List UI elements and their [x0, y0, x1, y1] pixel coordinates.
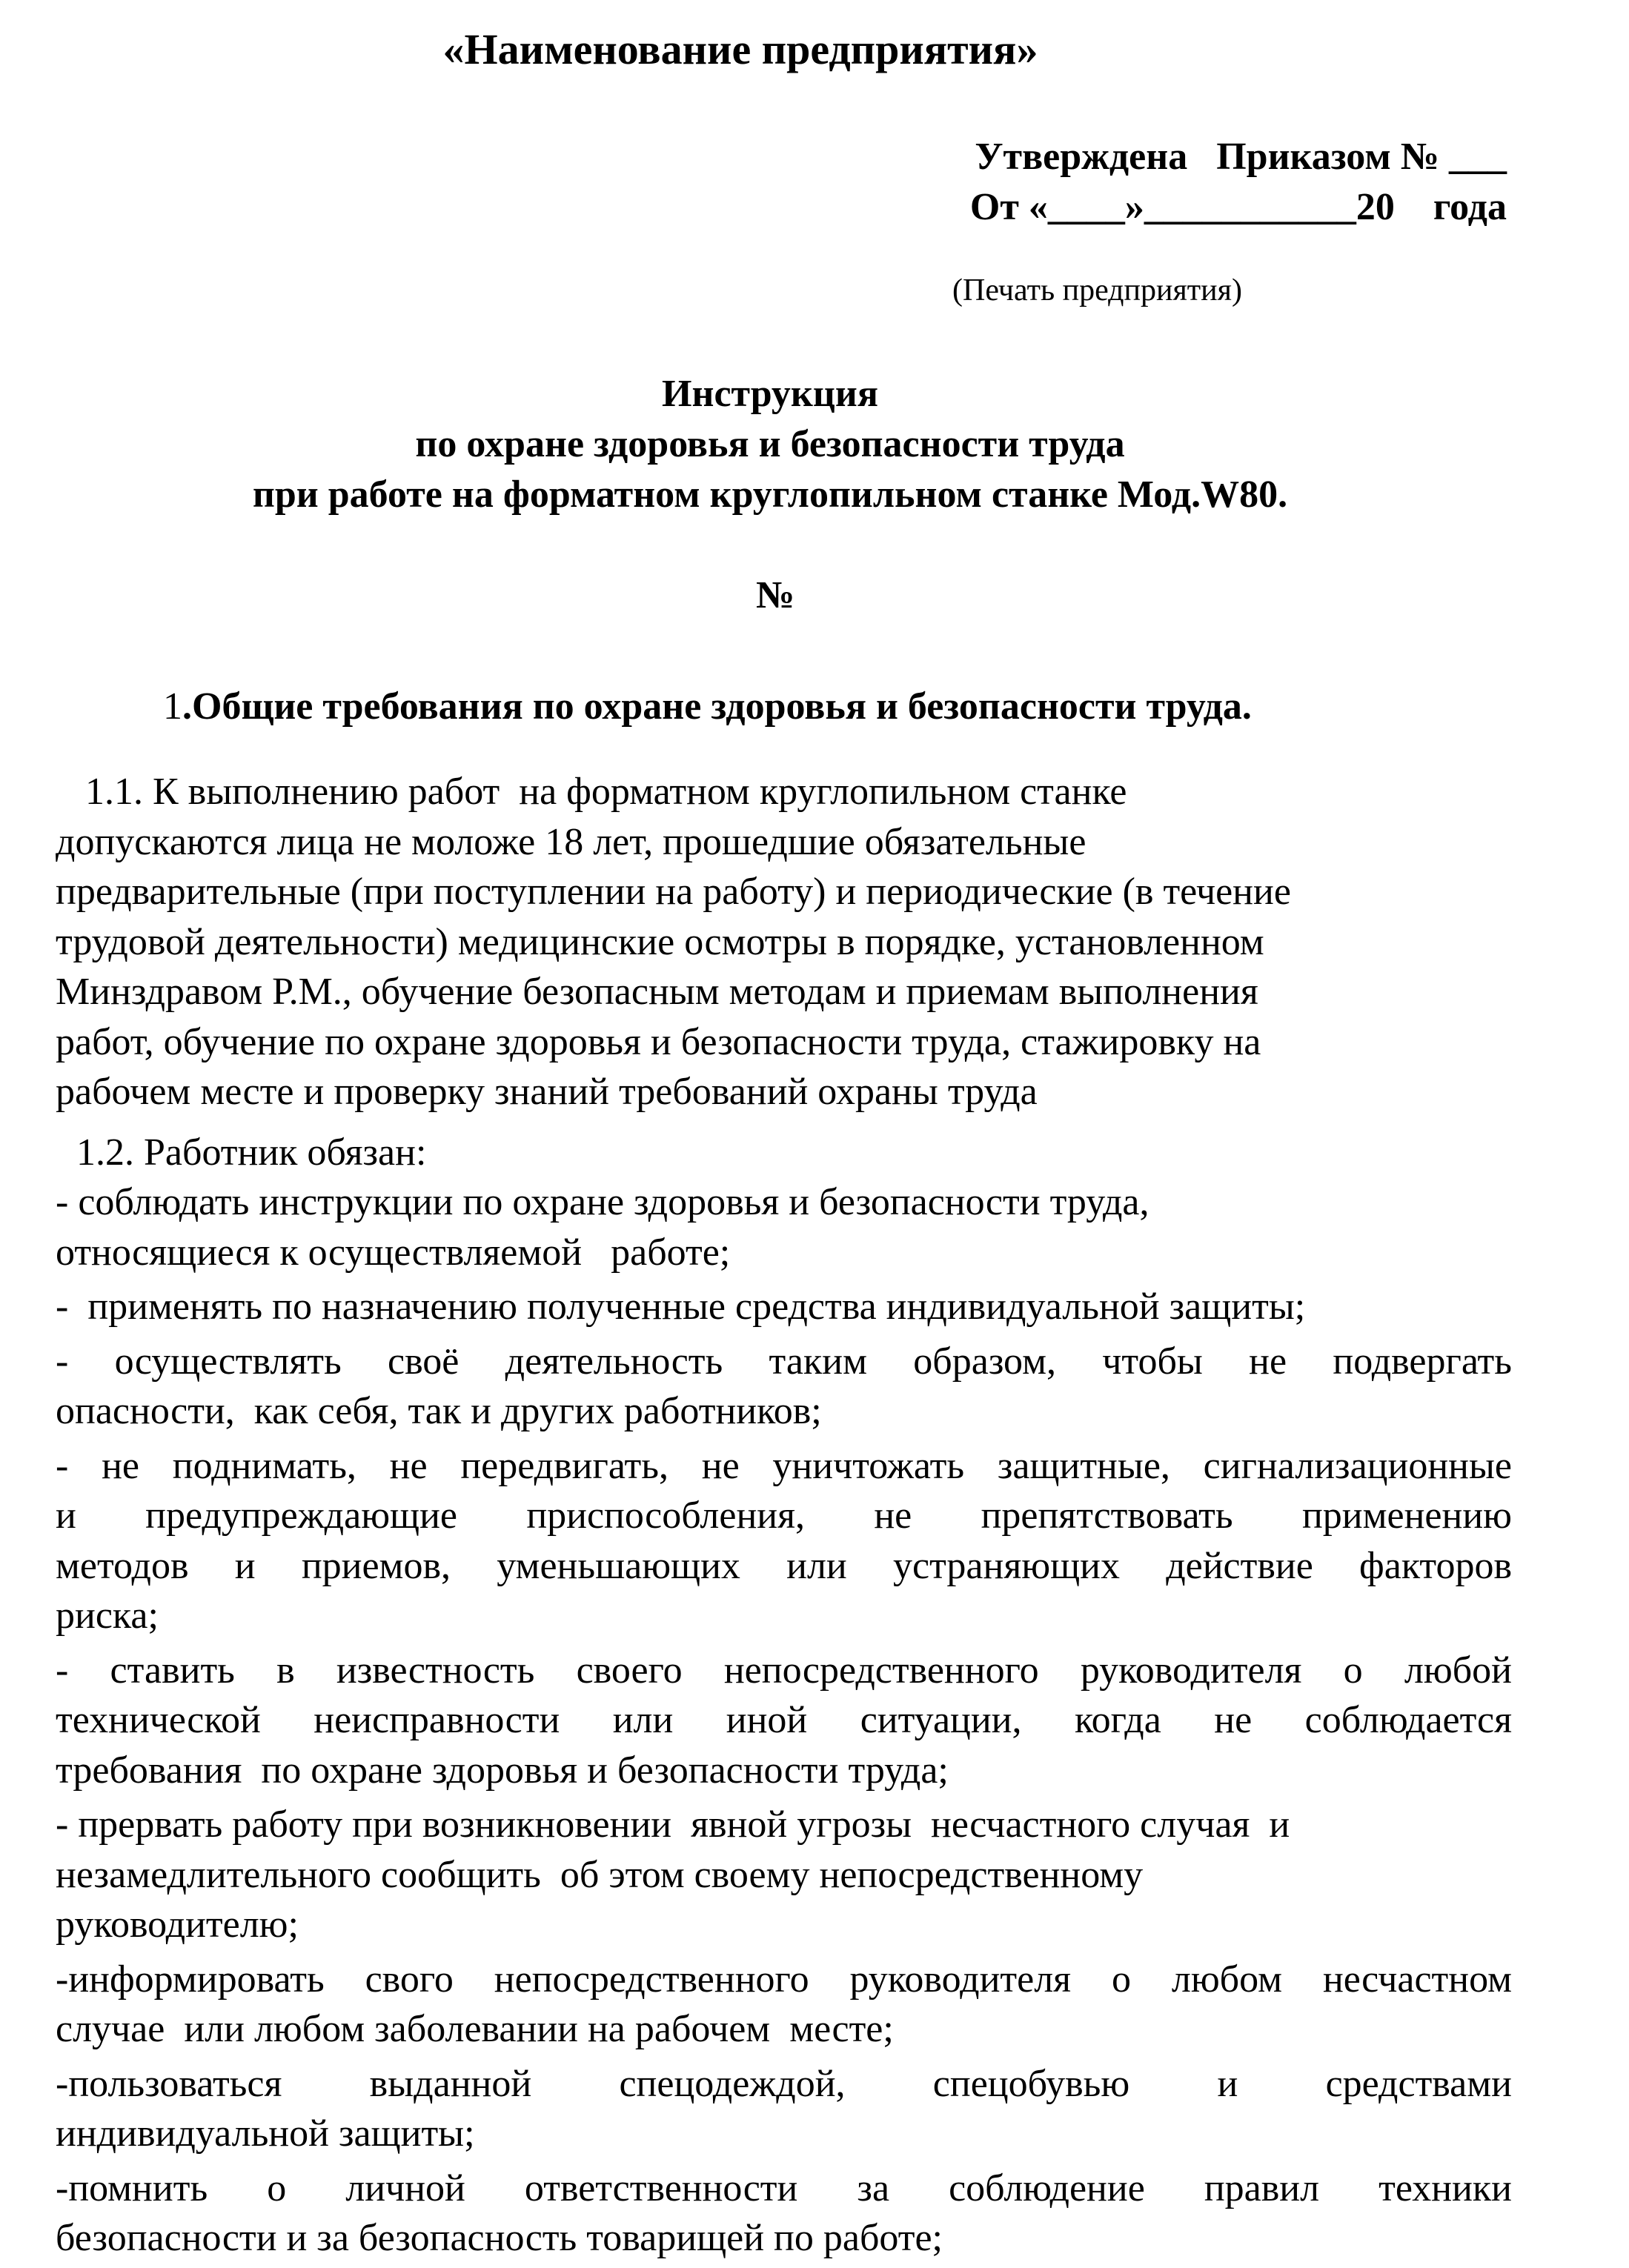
- list-item-line: - прервать работу при возникновении явной угрозы несчастного случая и: [56, 1803, 1290, 1846]
- list-item-line: - осуществлять своё деятельность таким образом, чтобы не подвергать: [56, 1340, 1512, 1383]
- title-line-3: при работе на форматном круглопильном станке Мод.W80.: [252, 473, 1288, 516]
- list-item-line: методов и приемов, уменьшающих или устраняющих действие факторов: [56, 1544, 1512, 1587]
- list-item-line: незамедлительного сообщить об этом своему непосредственному: [56, 1853, 1144, 1896]
- list-item: [56, 1955, 1512, 2055]
- list-item: [56, 2164, 1512, 2264]
- list-item-line: безопасности и за безопасность товарищей по работе;: [56, 2217, 943, 2259]
- list-item: [56, 2059, 1512, 2159]
- section-1-number: 1: [163, 685, 182, 728]
- list-item-line: - ставить в известность своего непосредственного руководителя о любой: [56, 1649, 1512, 1692]
- paragraph-1-1: [56, 767, 1512, 1117]
- document-number: №: [756, 574, 795, 616]
- list-item-line: и предупреждающие приспособления, не препятствовать применению: [56, 1494, 1512, 1537]
- list-item: [56, 1282, 1512, 1332]
- list-item-line: -помнить о личной ответственности за соблюдение правил техники: [56, 2166, 1512, 2209]
- list-item-line: индивидуальной защиты;: [56, 2112, 475, 2155]
- approval-block: [840, 132, 1507, 233]
- organization-name: «Наименование предприятия»: [442, 25, 1038, 73]
- stamp-placeholder: (Печать предприятия): [952, 273, 1242, 307]
- paragraph-line: рабочем месте и проверку знаний требований охраны труда: [56, 1071, 1038, 1113]
- title-line-2: по охране здоровья и безопасности труда: [415, 423, 1125, 465]
- paragraph-line: 1.1. К выполнению работ на форматном круглопильном станке: [85, 771, 1127, 813]
- paragraph-line: трудовой деятельности) медицинские осмотры в порядке, установленном: [56, 920, 1264, 963]
- list-item-line: требования по охране здоровья и безопасности труда;: [56, 1749, 949, 1792]
- section-1-heading: [163, 682, 1252, 732]
- list-item-line: - не поднимать, не передвигать, не уничтожать защитные, сигнализационные: [56, 1444, 1512, 1487]
- list-item-line: -информировать свого непосредственного руководителя о любом несчастном: [56, 1958, 1512, 2001]
- list-item: [56, 1646, 1512, 1796]
- section-1-title: .Общие требования по охране здоровья и безопасности труда.: [182, 685, 1252, 728]
- approval-date-line: От «____»___________20 года: [969, 186, 1507, 228]
- list-item: [56, 1441, 1512, 1641]
- list-item-line: -пользоваться выданной спецодеждой, спецобувью и средствами: [56, 2062, 1512, 2105]
- paragraph-line: Минздравом Р.М., обучение безопасным методам и приемам выполнения: [56, 971, 1258, 1013]
- list-item: [56, 1177, 1512, 1277]
- paragraph-line: работ, обучение по охране здоровья и безопасности труда, стажировку на: [56, 1020, 1261, 1063]
- list-item-line: относящиеся к осуществляемой работе;: [56, 1231, 731, 1274]
- list-item-line: - применять по назначению полученные средства индивидуальной защиты;: [56, 1286, 1306, 1328]
- list-item-line: - соблюдать инструкции по охране здоровья и безопасности труда,: [56, 1181, 1149, 1223]
- approval-order-line: Утверждена Приказом № ___: [975, 136, 1507, 178]
- paragraph-line: 1.2. Работник обязан:: [76, 1131, 427, 1174]
- list-item: [56, 1800, 1512, 1950]
- title-line-1: Инструкция: [662, 373, 878, 415]
- document-title: [0, 369, 1585, 520]
- list-item-line: опасности, как себя, так и других работников;: [56, 1390, 822, 1432]
- paragraph-line: допускаются лица не моложе 18 лет, прошедшие обязательные: [56, 820, 1086, 863]
- list-item: [56, 1337, 1512, 1437]
- document-body: [56, 767, 1512, 2268]
- list-item-line: руководителю;: [56, 1903, 299, 1946]
- list-item-line: технической неисправности или иной ситуации, когда не соблюдается: [56, 1699, 1512, 1741]
- list-item-line: случае или любом заболевании на рабочем месте;: [56, 2008, 894, 2050]
- list-item-line: риска;: [56, 1594, 159, 1637]
- paragraph-line: предварительные (при поступлении на работу) и периодические (в течение: [56, 871, 1291, 913]
- paragraph-1-2-intro: [56, 1128, 1512, 1178]
